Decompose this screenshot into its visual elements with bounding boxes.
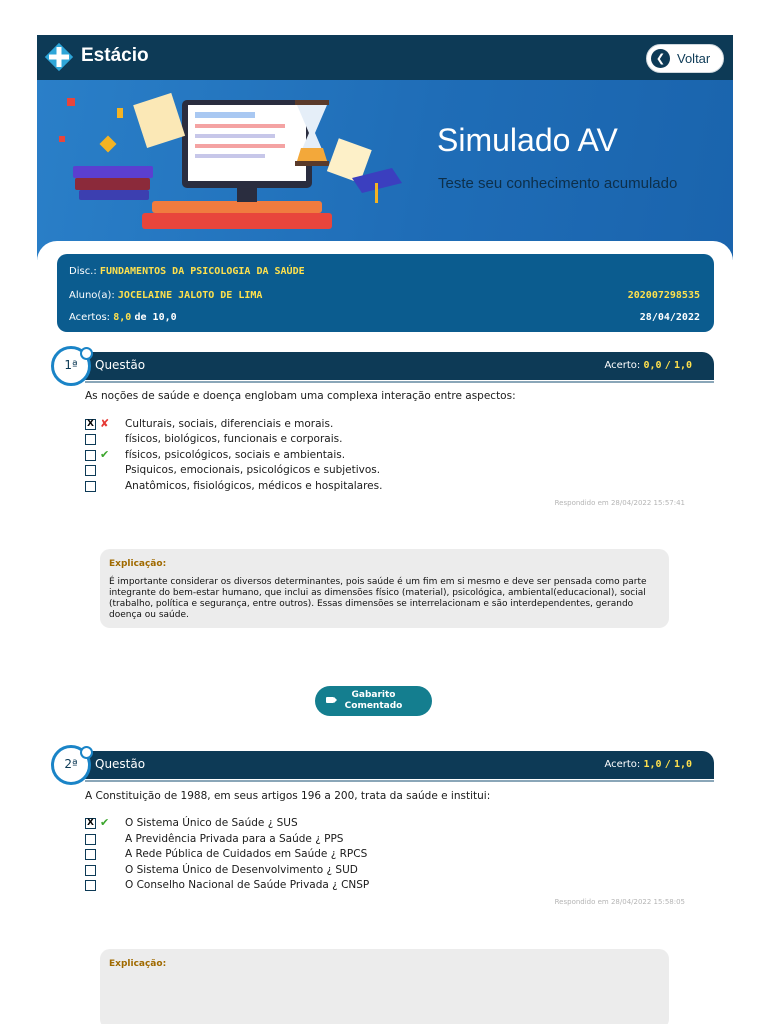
question-1-score bbox=[604, 360, 692, 371]
option-text: O Conselho Nacional de Saúde Privada ¿ CNSP bbox=[125, 879, 370, 891]
option-checkbox[interactable]: X bbox=[85, 818, 96, 829]
correct-check-icon: ✔ bbox=[100, 816, 110, 829]
option-text: Psiquicos, emocionais, psicológicos e subjetivos. bbox=[125, 464, 381, 476]
acertos-total: de 10,0 bbox=[134, 312, 177, 323]
option-text: A Previdência Privada para a Saúde ¿ PPS bbox=[125, 833, 344, 845]
question-1-title: Questão bbox=[95, 358, 146, 372]
question-2-header bbox=[64, 751, 714, 779]
question-1-header bbox=[64, 352, 714, 380]
option-checkbox[interactable] bbox=[85, 865, 96, 876]
score-value: 1,0 bbox=[643, 759, 662, 770]
option-checkbox[interactable] bbox=[85, 849, 96, 860]
option-text: A Rede Pública de Cuidados em Saúde ¿ RPCS bbox=[125, 848, 368, 860]
question-2-stem: A Constituição de 1988, em seus artigos 196 a 200, trata da saúde e institui: bbox=[85, 790, 491, 802]
disc-value: FUNDAMENTOS DA PSICOLOGIA DA SAÚDE bbox=[99, 266, 305, 277]
gabarito-label-2: Comentado bbox=[344, 701, 403, 711]
acertos-value: 8,0 bbox=[113, 312, 132, 323]
option-text: físicos, psicológicos, sociais e ambientais. bbox=[125, 449, 346, 461]
aluno-value: JOCELAINE JALOTO DE LIMA bbox=[117, 290, 263, 301]
question-1-number: 1ª bbox=[64, 358, 78, 372]
score-max: 1,0 bbox=[673, 759, 692, 770]
banner-title: Simulado AV bbox=[437, 122, 618, 158]
question-2-score bbox=[604, 759, 692, 770]
page bbox=[37, 35, 733, 1024]
explanation-title: Explicação: bbox=[109, 959, 167, 969]
matricula: 202007298535 bbox=[627, 290, 700, 301]
acertos-label: Acertos: bbox=[69, 312, 111, 323]
gabarito-comentado-button[interactable] bbox=[315, 686, 432, 716]
aluno-label: Aluno(a): bbox=[69, 290, 115, 301]
explanation-body: É importante considerar os diversos determinantes, pois saúde é um fim em si mesmo e deve ser pensada como parte integrante do bem-estar humano, que inclui as dimensões físico (material), psicológica, ambiental(educacional), social (trabalho, política e segurança, entre outros). Essas dimensões se interrelacionam e são interdependentes, gerando doença ou saúde. bbox=[109, 577, 647, 620]
chevron-left-icon: ❮ bbox=[651, 49, 670, 68]
gabarito-label-1: Gabarito bbox=[351, 690, 396, 700]
option-checkbox[interactable] bbox=[85, 434, 96, 445]
estacio-logo-icon bbox=[44, 42, 74, 72]
question-2-explanation bbox=[100, 949, 669, 1024]
study-illustration-icon bbox=[57, 88, 407, 253]
banner bbox=[37, 80, 733, 260]
exam-date: 28/04/2022 bbox=[639, 312, 700, 323]
score-separator: / bbox=[664, 759, 671, 770]
option-checkbox[interactable]: X bbox=[85, 419, 96, 430]
badge-dot-icon bbox=[80, 347, 93, 360]
aluno-row bbox=[69, 290, 262, 301]
question-1-badge bbox=[51, 346, 91, 386]
option-text: O Sistema Único de Desenvolvimento ¿ SUD bbox=[125, 864, 358, 876]
question-2-answered-time: Respondido em 28/04/2022 15:58:05 bbox=[554, 898, 685, 906]
badge-dot-icon bbox=[80, 746, 93, 759]
question-2-number: 2ª bbox=[64, 757, 78, 771]
option-checkbox[interactable] bbox=[85, 481, 96, 492]
student-info-box bbox=[57, 254, 714, 332]
correct-check-icon: ✔ bbox=[100, 448, 110, 461]
question-1-answered-time: Respondido em 28/04/2022 15:57:41 bbox=[554, 499, 685, 507]
question-2-badge bbox=[51, 745, 91, 785]
option-text: O Sistema Único de Saúde ¿ SUS bbox=[125, 817, 298, 829]
score-label: Acerto: bbox=[604, 759, 641, 770]
option-text: Anatômicos, fisiológicos, médicos e hospitalares. bbox=[125, 480, 383, 492]
option-checkbox[interactable] bbox=[85, 465, 96, 476]
score-label: Acerto: bbox=[604, 360, 641, 371]
disc-label: Disc.: bbox=[69, 266, 97, 277]
explanation-title: Explicação: bbox=[109, 559, 167, 569]
top-bar bbox=[37, 35, 733, 80]
banner-subtitle: Teste seu conhecimento acumulado bbox=[438, 175, 678, 192]
logo-text: Estácio bbox=[81, 45, 149, 66]
option-checkbox[interactable] bbox=[85, 450, 96, 461]
question-1-explanation bbox=[100, 549, 669, 628]
back-button[interactable] bbox=[646, 44, 724, 73]
acertos-row bbox=[69, 312, 177, 323]
option-text: Culturais, sociais, diferenciais e morais. bbox=[125, 418, 334, 430]
score-value: 0,0 bbox=[643, 360, 662, 371]
question-2-title: Questão bbox=[95, 757, 146, 771]
wrong-icon: ✘ bbox=[100, 417, 110, 430]
score-separator: / bbox=[664, 360, 671, 371]
option-checkbox[interactable] bbox=[85, 834, 96, 845]
option-text: físicos, biológicos, funcionais e corporais. bbox=[125, 433, 343, 445]
back-button-label: Voltar bbox=[677, 51, 711, 66]
option-checkbox[interactable] bbox=[85, 880, 96, 891]
disc-row bbox=[69, 266, 305, 277]
question-1-stem: As noções de saúde e doença englobam uma complexa interação entre aspectos: bbox=[85, 390, 516, 402]
score-max: 1,0 bbox=[673, 360, 692, 371]
